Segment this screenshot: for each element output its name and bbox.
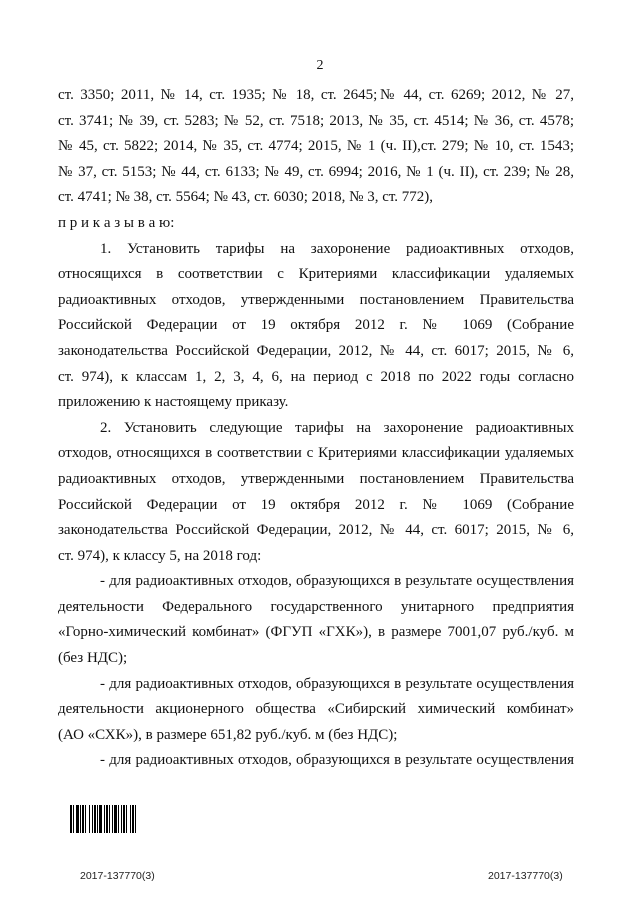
text-line: - для радиоактивных отходов, образующихся в результате осуществления — [100, 752, 574, 769]
text-line: (без НДС); — [58, 650, 128, 667]
text-line: - для радиоактивных отходов, образующихся в результате осуществления — [100, 675, 574, 692]
barcode — [70, 805, 162, 833]
text-line: радиоактивных отходов, утвержденными постановлением Правительства — [58, 291, 574, 308]
page-number: 2 — [316, 58, 324, 73]
text-line: деятельности Федерального государственного унитарного предприятия — [58, 598, 574, 615]
text-line: ст. 974), к классам 1, 2, 3, 4, 6, на период с 2018 по 2022 годы согласно — [58, 368, 574, 385]
barcode-bar — [136, 805, 138, 833]
text-line: (АО «СХК»), в размере 651,82 руб./куб. м (без НДС); — [58, 726, 398, 743]
document-code-right: 2017-137770(3) — [488, 870, 563, 882]
text-line: «Горно-химический комбинат» (ФГУП «ГХК»), в размере 7001,07 руб./куб. м — [58, 624, 574, 641]
text-line: радиоактивных отходов, утвержденными постановлением Правительства — [58, 470, 574, 487]
text-line: - для радиоактивных отходов, образующихся в результате осуществления — [100, 573, 574, 590]
text-line: ст. 974), к классу 5, на 2018 год: — [58, 547, 262, 564]
text-line: ст. 3741; № 39, ст. 5283; № 52, ст. 7518; 2013, № 35, ст. 4514; № 36, ст. 4578; — [58, 112, 574, 129]
text-line: 1. Установить тарифы на захоронение радиоактивных отходов, — [100, 240, 574, 257]
text-line: ст. 3350; 2011, № 14, ст. 1935; № 18, ст. 2645;№ 44, ст. 6269; 2012, № 27, — [58, 87, 574, 103]
document-code-left: 2017-137770(3) — [80, 870, 155, 882]
text-line: Российской Федерации от 19 октября 2012 г. № 1069 (Собрание — [58, 317, 574, 334]
text-line: приложению к настоящему приказу. — [58, 394, 289, 411]
text-line: п р и к а з ы в а ю: — [58, 214, 175, 231]
text-line: законодательства Российской Федерации, 2012, № 44, ст. 6017; 2015, № 6, — [58, 342, 574, 359]
text-line: законодательства Российской Федерации, 2012, № 44, ст. 6017; 2015, № 6, — [58, 522, 574, 539]
text-line: № 45, ст. 5822; 2014, № 35, ст. 4774; 2015, № 1 (ч. II),ст. 279; № 10, ст. 1543; — [58, 138, 574, 155]
text-line: отходов, относящихся в соответствии с Критериями классификации удаляемых — [58, 445, 574, 462]
document-body — [58, 83, 574, 774]
text-line: 2. Установить следующие тарифы на захоронение радиоактивных — [100, 419, 574, 436]
text-line: относящихся в соответствии с Критериями классификации удаляемых — [58, 266, 574, 283]
text-line: ст. 4741; № 38, ст. 5564; № 43, ст. 6030; 2018, № 3, ст. 772), — [58, 189, 434, 206]
text-line: № 37, ст. 5153; № 44, ст. 6133; № 49, ст. 6994; 2016, № 1 (ч. II), ст. 239; № 28, — [58, 163, 574, 180]
text-line: деятельности акционерного общества «Сибирский химический комбинат» — [58, 701, 574, 718]
text-line: Российской Федерации от 19 октября 2012 г. № 1069 (Собрание — [58, 496, 574, 513]
